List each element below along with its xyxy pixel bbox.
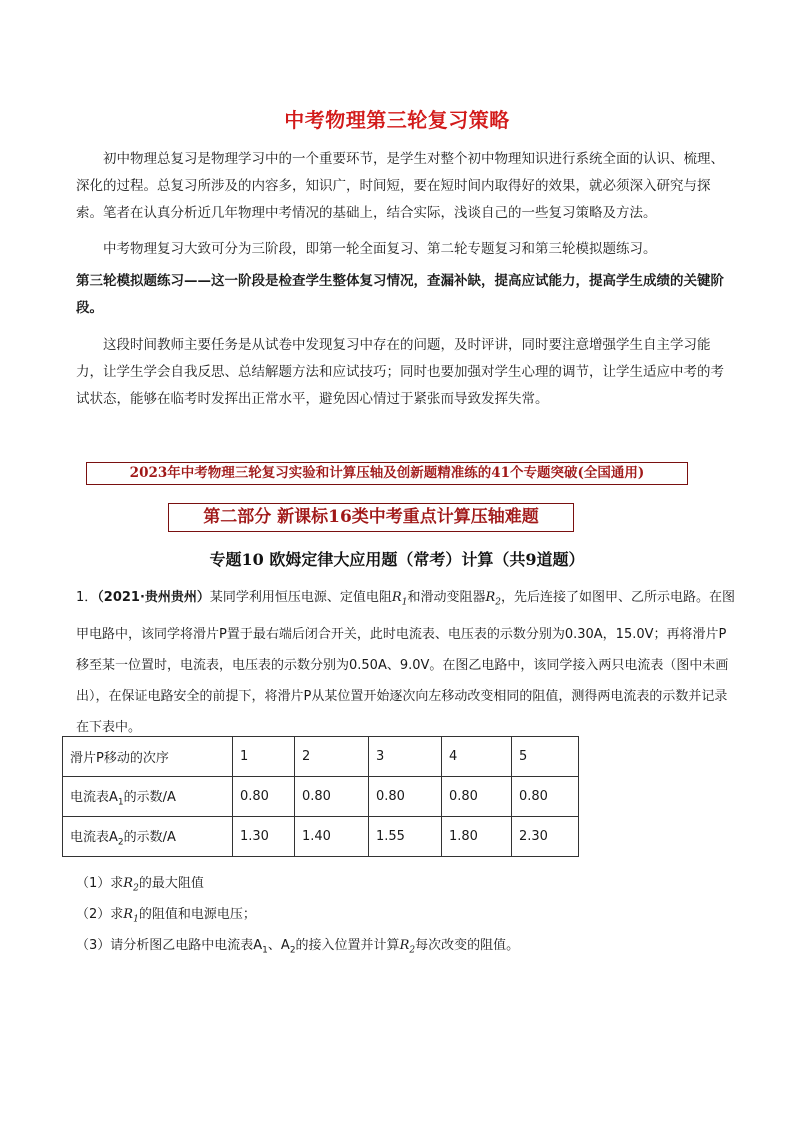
- table-cell: 0.80: [295, 777, 369, 817]
- table-cell: 0.80: [233, 777, 295, 817]
- problem-number: 1．: [76, 590, 98, 605]
- table-cell: 1.40: [295, 817, 369, 857]
- table-cell: 0.80: [369, 777, 442, 817]
- symbol-r2: $R_2$: [485, 590, 501, 608]
- table-row: [63, 737, 579, 777]
- teacher-task-paragraph: 这段时间教师主要任务是从试卷中发现复习中存在的问题，及时评讲，同时要注意增强学生自主学习能力，让学生学会自我反思、总结解题方法和应试技巧；同时也要加强对学生心理的调节，让学生适应中考的考试状态，能够在临考时发挥出正常水平，避免因心情过于紧张而导致发挥失常。: [76, 337, 724, 407]
- row-label-order: 滑片P移动的次序: [63, 737, 233, 777]
- question-2: （2）求$R_1$的阻值和电源电压；: [76, 907, 256, 925]
- table-cell: 3: [369, 737, 442, 777]
- problem-text-b: 和滑动变阻器: [407, 590, 486, 605]
- part-banner: 第二部分 新课标16类中考重点计算压轴难题: [168, 503, 574, 532]
- table-cell: 0.80: [442, 777, 512, 817]
- table-cell: 1.30: [233, 817, 295, 857]
- table-row: [63, 777, 579, 817]
- third-round-paragraph: 第三轮模拟题练习——这一阶段是检查学生整体复习情况，查漏补缺，提高应试能力，提高学生成绩的关键阶段。: [76, 273, 724, 316]
- problem-statement: [76, 582, 736, 743]
- page-title: 中考物理第三轮复习策略: [284, 108, 510, 132]
- series-banner: 2023年中考物理三轮复习实验和计算压轴及创新题精准练的41个专题突破(全国通用): [86, 462, 688, 485]
- table-cell: 0.80: [512, 777, 579, 817]
- stages-paragraph: 中考物理复习大致可分为三阶段，即第一轮全面复习、第二轮专题复习和第三轮模拟题练习。: [103, 241, 657, 257]
- table-cell: 5: [512, 737, 579, 777]
- table-cell: 2: [295, 737, 369, 777]
- table-cell: 1.55: [369, 817, 442, 857]
- measurement-table: [62, 736, 579, 857]
- row-label-a1: 电流表$A_1$的示数/A: [63, 777, 233, 817]
- problem-text-c: ，先后连接了如图甲、乙所示电路。在图甲电路中，该同学将滑片P置于最右端后闭合开关，此时电流表、电压表的示数分别为0.30A，15.0V；再将滑片P移至某一位置时，电流表，电压表的示数分别为0.50A、9.0V。在图乙电路中，该同学接入两只电流表（图中未画出），在保证电路安全的前提下，将滑片P从某位置开始逐次向左移动改变相同的阻值，测得两电流表的示数并记录在下表中。: [76, 590, 736, 735]
- question-3: （3）请分析图乙电路中电流表$A_1$、$A_2$的接入位置并计算$R_2$每次改变的阻值。: [76, 938, 520, 956]
- topic-title: 专题10 欧姆定律大应用题（常考）计算（共9道题）: [209, 550, 585, 569]
- table-cell: 1: [233, 737, 295, 777]
- problem-source: （2021·贵州贵州）: [97, 590, 210, 605]
- table-cell: 2.30: [512, 817, 579, 857]
- table-row: [63, 817, 579, 857]
- table-cell: 4: [442, 737, 512, 777]
- question-1: （1）求$R_2$的最大阻值: [76, 876, 204, 894]
- row-label-a2: 电流表$A_2$的示数/A: [63, 817, 233, 857]
- table-cell: 1.80: [442, 817, 512, 857]
- symbol-r1: $R_1$: [391, 590, 408, 608]
- intro-paragraph: 初中物理总复习是物理学习中的一个重要环节，是学生对整个初中物理知识进行系统全面的认识、梳理、深化的过程。总复习所涉及的内容多，知识广，时间短，要在短时间内取得好的效果，就必须深入研究与探索。笔者在认真分析近几年物理中考情况的基础上，结合实际，浅谈自己的一些复习策略及方法。: [76, 151, 724, 221]
- problem-text-a: 某同学利用恒压电源、定值电阻: [209, 590, 392, 605]
